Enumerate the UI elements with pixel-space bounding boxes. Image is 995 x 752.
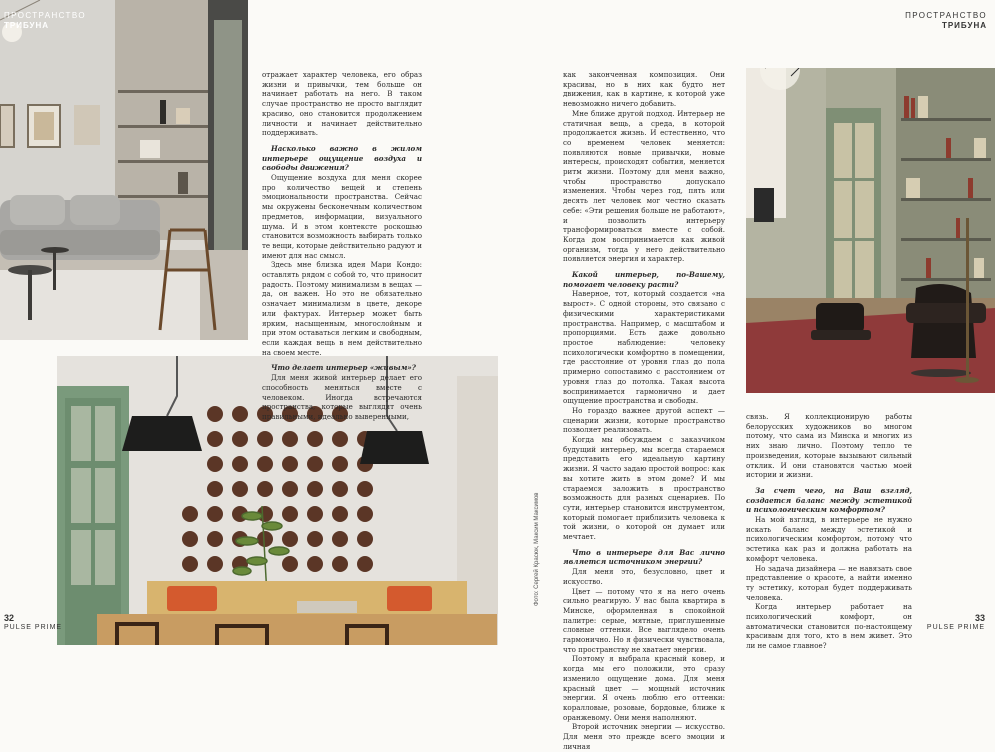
photo-lounge-room <box>746 68 995 393</box>
paragraph: Когда интерьер работает на психологический комфорт, он автоматически становится по-настоящему красивым для того, кто в нем живет. Это ли не самое главное? <box>746 602 912 651</box>
left-section-label: ПРОСТРАНСТВО <box>4 11 86 20</box>
paragraph: Наверное, тот, который создается «на вырост». С одной стороны, это связано с физическими характеристиками пространства. Например, с масштабом и пропорциями. Есть даже довольно простое наблюдение: человеку психологически комфортно в помещении, где расстояние от уровня глаз до пола примерно сопоставимо с расстоянием от уровня глаз до потолка. Такая высота воспринимается гармонично и дает ощущение пространства и свободы. <box>563 289 725 406</box>
paragraph: Цвет — потому что я на него очень сильно реагирую. У нас была квартира в Минске, оформленная в спокойной палитре: серые, мятные, приглушенные словные оттенки. Все выглядело очень гармонично. Но я физически чувствовала, что пространству не хватает энергии. <box>563 586 725 654</box>
interview-question: Какой интерьер, по-Вашему, помогает человеку расти? <box>563 270 725 289</box>
right-page-number: 33 <box>974 613 985 623</box>
left-rubric-label: ТРИБУНА <box>4 21 50 30</box>
right-rubric-label: ТРИБУНА <box>941 21 987 30</box>
lounge-room-illustration <box>746 68 995 393</box>
right-section-label: ПРОСТРАНСТВО <box>905 11 987 20</box>
text-column-1 <box>262 70 422 422</box>
text-column-2 <box>563 70 725 752</box>
paragraph: Ощущение воздуха для меня скорее про количество вещей и степень эмоциональности пространства. Сейчас мы окружены бесконечным количеством предметов, информации, визуального шума. И в этом контексте роскошью становится возможность выбирать только те вещи, которые действительно радуют и имеют для нас смысл. <box>262 173 422 260</box>
interview-question: За счет чего, на Ваш взгляд, создается баланс между эстетикой и психологическим комфортом? <box>746 485 912 515</box>
paragraph: Для меня это, безусловно, цвет и искусство. <box>563 567 725 586</box>
paragraph: как законченная композиция. Они красивы, но в них как будто нет движения, как в картине, к которой уже невозможно ничего добавить. <box>563 70 725 109</box>
paragraph: Мне ближе другой подход. Интерьер не статичная вещь, а среда, в которой продолжается жизнь. И естественно, что со временем человек меняется: появляются новые привычки, новые интересы, происходят события, меняется ритм жизни. Поэтому для меня важно, чтобы пространство допускало изменения. Чтобы через год, пять или десять лет человек мог честно сказать себе: «Эти решения больше не работают», и позволить интерьеру трансформироваться вместе с собой. Когда дом воспринимается как живой организм, тогда у него действительно появляется энергия и характер. <box>563 108 725 264</box>
left-page-number: 32 <box>4 613 15 623</box>
paragraph: связь. Я коллекционирую работы белорусских художников во многом потому, что сама из Минска и многих из них знаю лично. Поэтому тепло те произведения, которые вызывают сильный отклик. И они становятся частью моей истории и жизни. <box>746 412 912 480</box>
right-page-footer <box>927 614 985 632</box>
living-room-illustration <box>0 0 248 340</box>
photo-living-room <box>0 0 248 340</box>
right-magazine-name: PULSE PRIME <box>926 624 985 631</box>
paragraph: Здесь мне близка идея Мари Кондо: оставлять рядом с собой то, что приносит радость. Поэтому минимализм в вещах — да, он важен. Но это не обязательно означает минимализм в цвете, декоре или фактурах. Интерьер может быть ярким, насыщенным, многослойным и при этом оставаться легким и свободным, если каждая вещь в нем действительно на своем месте. <box>262 260 422 357</box>
paragraph: Поэтому я выбрала красный ковер, и когда мы его положили, это сразу изменило ощущение дома. Для меня красный цвет — мощный источник энергии. Я очень люблю его оттенки: коралловые, розовые, бордовые, ближе к оранжевому. Они меня наполняют. <box>563 654 725 722</box>
left-magazine-name: PULSE PRIME <box>4 624 63 631</box>
paragraph: отражает характер человека, его образ жизни и привычки, тем больше он начинает работать на него. В таком случае пространство не просто выглядит красиво, оно становится продолжением личности и начинает действительно поддерживать. <box>262 70 422 138</box>
text-column-3 <box>746 412 912 651</box>
interview-question: Что делает интерьер «живым»? <box>271 363 416 373</box>
interview-question: Что в интерьере для Вас лично является источником энергии? <box>563 547 725 567</box>
paragraph: Когда мы обсуждаем с заказчиком будущий интерьер, мы всегда стараемся представить его идеальную картину жизни. Я часто задаю простой вопрос: как вы хотите жить в этом доме? И мы стараемся заложить в пространство возможность для разных сценариев. По сути, интерьер становится инструментом, который помогает приблизить человека к той жизни, о которой он думает или мечтает. <box>563 435 725 542</box>
paragraph: Но гораздо важнее другой аспект — сценарии жизни, которые пространство позволяет реализовать. <box>563 405 725 435</box>
paragraph: На мой взгляд, в интерьере не нужно искать баланс между эстетикой и психологическим комфортом, потому что эстетика как раз и должна работать на комфорт человека. <box>746 515 912 563</box>
paragraph: Но задача дизайнера — не навязать свое представление о красоте, а найти именно ту эстетику, которая будет поддерживать человека. <box>746 563 912 602</box>
right-page-header <box>905 11 987 31</box>
paragraph: Второй источник энергии — искусство. Для меня это прежде всего эмоции и личная <box>563 722 725 751</box>
left-page-header <box>4 11 86 31</box>
photo-credit: Фото: Сергей Красюк, Максим Максимов <box>534 492 540 606</box>
interview-question: Насколько важно в жилом интерьере ощущение воздуха и свободы движения? <box>262 143 422 173</box>
paragraph: Для меня живой интерьер делает его способность меняться вместе с человеком. Иногда встречаются пространства, которые выглядят очень правильными, идеально выверенными, <box>262 373 422 421</box>
left-page-footer <box>4 614 62 632</box>
